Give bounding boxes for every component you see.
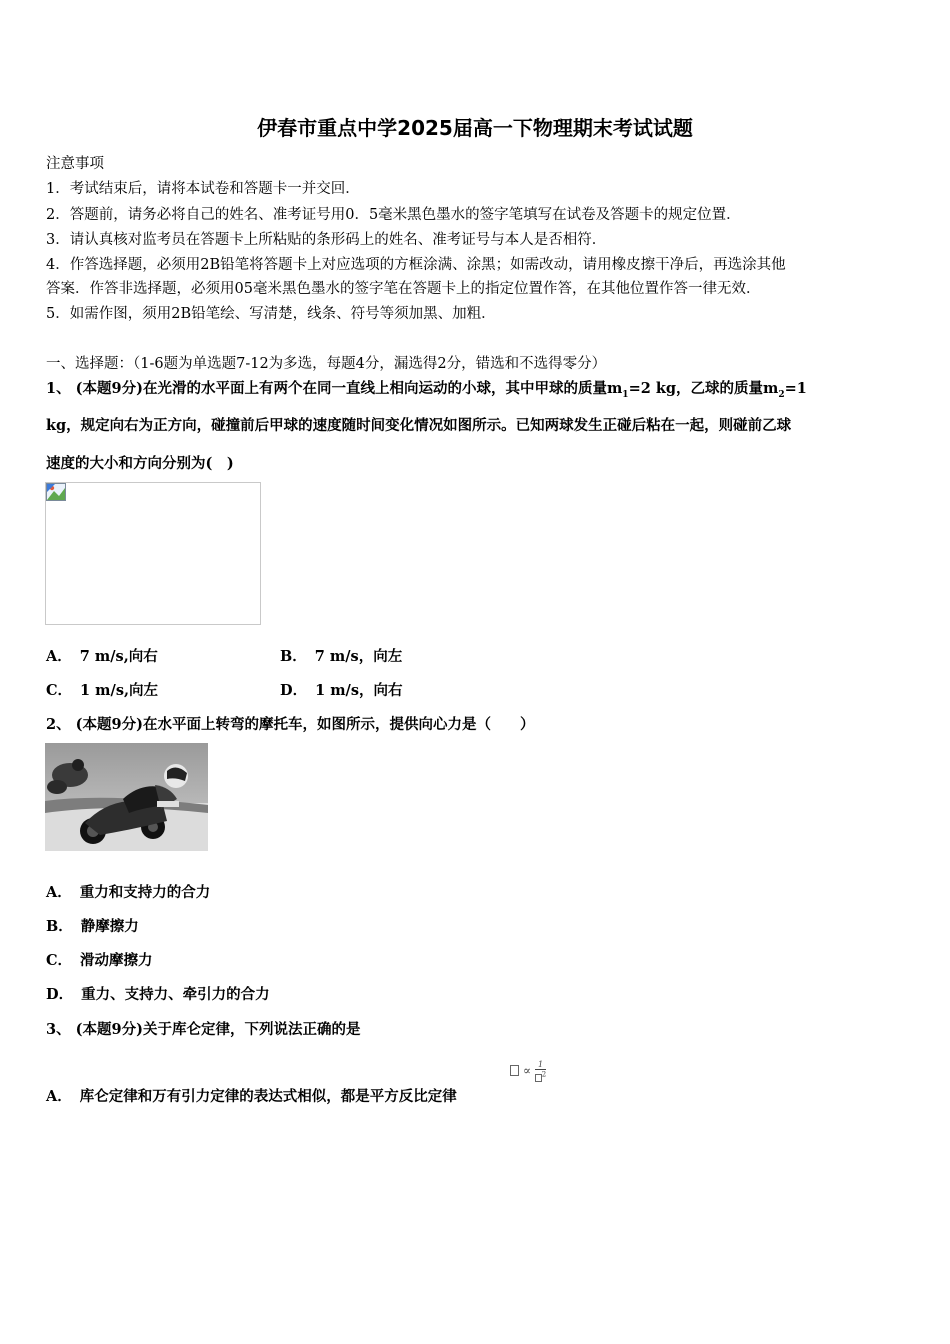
velocity-time-graph-image (45, 482, 261, 625)
q1-text-a: 1、 (本题9分)在光滑的水平面上有两个在同一直线上相向运动的小球，其中甲球的质量m (46, 380, 623, 397)
formula-placeholder-glyph (535, 1074, 542, 1082)
notice-item: 3．请认真核对监考员在答题卡上所粘贴的条形码上的姓名、准考证号与本人是否相符． (46, 232, 607, 248)
q1-sub-2: 2 (778, 389, 785, 400)
notice-item: 5．如需作图，须用2B铅笔绘、写清楚，线条、符号等须加黑、加粗． (46, 306, 496, 322)
option-text: 静摩擦力 (80, 918, 139, 935)
formula-fraction (535, 1060, 546, 1082)
option-letter: A． (46, 648, 72, 665)
option-text: 重力、支持力、牵引力的合力 (81, 986, 270, 1003)
notice-item: 1．考试结束后，请将本试卷和答题卡一并交回． (46, 181, 360, 197)
notice-heading: 注意事项 (46, 156, 104, 172)
q2-option-b (46, 915, 139, 936)
broken-image-icon (46, 483, 66, 501)
q1-text-b: =2 kg，乙球的质量m (628, 380, 779, 397)
notice-item: 2．答题前，请务必将自己的姓名、准考证号用0．5毫米黑色墨水的签字笔填写在试卷及答题卡的规定位置． (46, 207, 741, 223)
option-text: 1 m/s,向左 (80, 682, 159, 699)
motorcycle-illustration (45, 743, 208, 851)
q1-option-b (280, 645, 402, 666)
q1-text-c: =1 (784, 380, 807, 397)
formula-numerator: 1 (535, 1060, 546, 1070)
q1-option-a (46, 645, 158, 666)
notice-item: 答案．作答非选择题，必须用05毫米黑色墨水的签字笔在答题卡上的指定位置作答，在其他位置作答一律无效． (46, 281, 761, 297)
motorcycle-photo (45, 743, 208, 851)
option-text: 7 m/s，向左 (314, 648, 403, 665)
q1-option-d (280, 679, 403, 700)
proportional-symbol: ∝ (522, 1063, 531, 1078)
formula-placeholder-glyph (510, 1065, 519, 1076)
option-letter: C． (46, 952, 73, 969)
option-text: 库仑定律和万有引力定律的表达式相似，都是平方反比定律 (79, 1088, 457, 1105)
option-text: 1 m/s，向右 (315, 682, 403, 699)
q2-option-a (46, 881, 210, 902)
formula-denominator (535, 1070, 547, 1082)
q2-option-d (46, 983, 270, 1004)
option-letter: A． (46, 1088, 72, 1105)
option-letter: D． (46, 986, 74, 1003)
question-1-stem-line-1 (46, 377, 807, 400)
option-text: 滑动摩擦力 (80, 952, 153, 969)
q1-option-c (46, 679, 158, 700)
formula-exponent: 2 (541, 1070, 547, 1078)
q1-sub-1: 1 (622, 389, 629, 400)
inverse-square-formula (510, 1060, 546, 1082)
option-text: 重力和支持力的合力 (79, 884, 211, 901)
question-1-stem-line-3: 速度的大小和方向分别为( ) (46, 455, 234, 472)
notice-item: 4．作答选择题，必须用2B铅笔将答题卡上对应选项的方框涂满、涂黑；如需改动，请用橡皮擦干净后，再选涂其他 (46, 257, 786, 273)
option-letter: D． (280, 682, 308, 699)
option-letter: B． (46, 918, 73, 935)
q2-option-c (46, 949, 153, 970)
option-letter: A． (46, 884, 72, 901)
question-3-stem: 3、 (本题9分)关于库仑定律，下列说法正确的是 (46, 1021, 361, 1038)
question-2-stem: 2、 (本题9分)在水平面上转弯的摩托车，如图所示，提供向心力是（ ） (46, 716, 535, 733)
question-1-stem-line-2: kg，规定向右为正方向，碰撞前后甲球的速度随时间变化情况如图所示。已知两球发生正碰后粘在一起，则碰前乙球 (46, 417, 792, 434)
section-heading: 一、选择题：（1-6题为单选题7-12为多选，每题4分，漏选得2分，错选和不选得零分） (46, 356, 607, 372)
page-title: 伊春市重点中学2025届高一下物理期末考试试题 (257, 116, 693, 140)
option-letter: B． (280, 648, 307, 665)
q3-option-a (46, 1085, 457, 1106)
option-text: 7 m/s,向右 (79, 648, 158, 665)
option-letter: C． (46, 682, 73, 699)
